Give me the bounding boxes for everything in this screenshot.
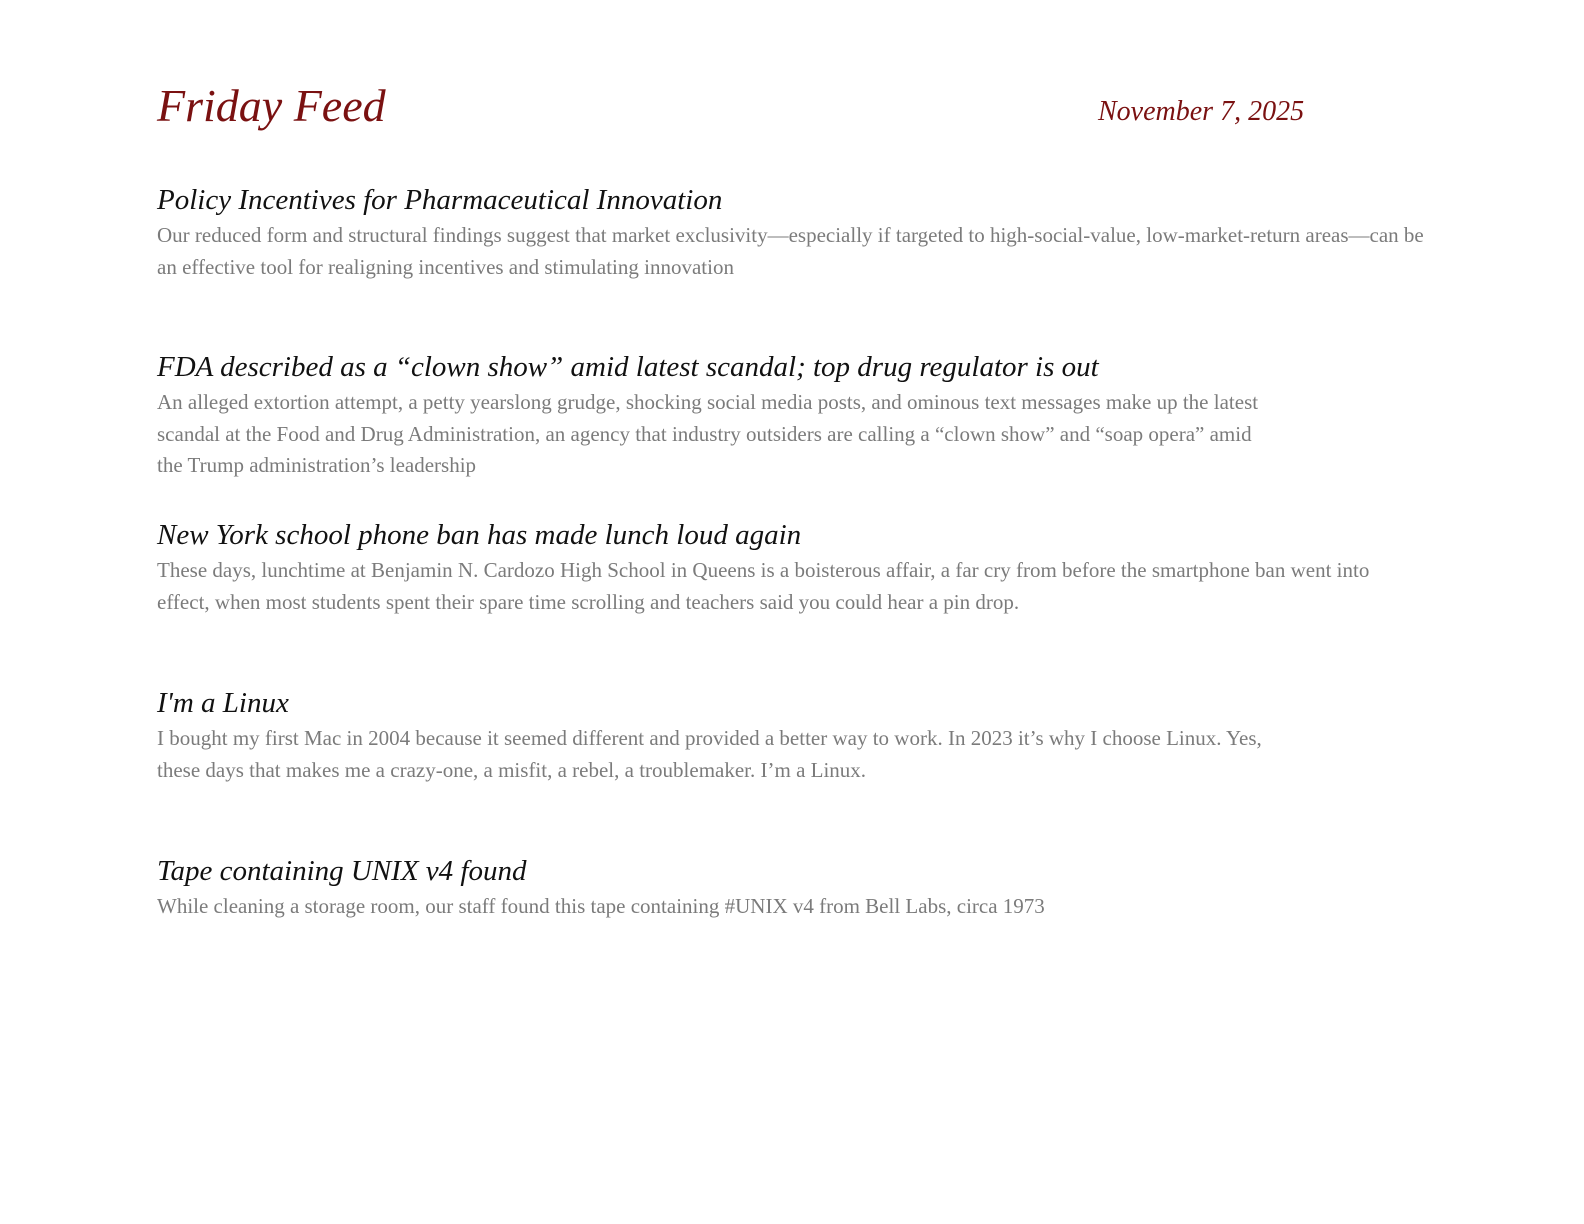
article-title-link[interactable]: New York school phone ban has made lunch loud again [157, 519, 802, 551]
issue-date: November 7, 2025 [1098, 96, 1305, 127]
article-title-link[interactable]: FDA described as a “clown show” amid latest scandal; top drug regulator is out [157, 351, 1099, 383]
article-summary: I bought my first Mac in 2004 because it seemed different and provided a better way to work. In 2023 it’s why I choose Linux. Yes, these days that makes me a crazy-one, a misfit, a rebel, a troublemaker. I’m a Linux. [157, 726, 1262, 782]
article-summary: These days, lunchtime at Benjamin N. Cardozo High School in Queens is a boisterous affair, a far cry from before the smartphone ban went into effect, when most students spent their spare time scrolling and teachers said you could hear a pin drop. [157, 558, 1370, 614]
article-title-link[interactable]: Tape containing UNIX v4 found [157, 855, 527, 887]
article-title-link[interactable]: I'm a Linux [157, 687, 289, 719]
article-item [157, 685, 1277, 786]
article-item [157, 182, 1427, 283]
article-item [157, 349, 1277, 482]
article-summary: An alleged extortion attempt, a petty yearslong grudge, shocking social media posts, and ominous text messages make up the latest scandal at the Food and Drug Administration, an agency that industry outsiders are calling a “clown show” and “soap opera” amid the Trump administration’s leadership [157, 390, 1259, 477]
page-title: Friday Feed [157, 80, 386, 131]
article-summary: While cleaning a storage room, our staff found this tape containing #UNIX v4 from Bell Labs, circa 1973 [157, 894, 1045, 918]
article-title-link[interactable]: Policy Incentives for Pharmaceutical Innovation [157, 184, 723, 216]
article-item [157, 853, 1357, 923]
article-item [157, 517, 1377, 618]
article-summary: Our reduced form and structural findings suggest that market exclusivity—especially if targeted to high-social-value, low-market-return areas—can be an effective tool for realigning incentives and stimulating innovation [157, 223, 1424, 279]
